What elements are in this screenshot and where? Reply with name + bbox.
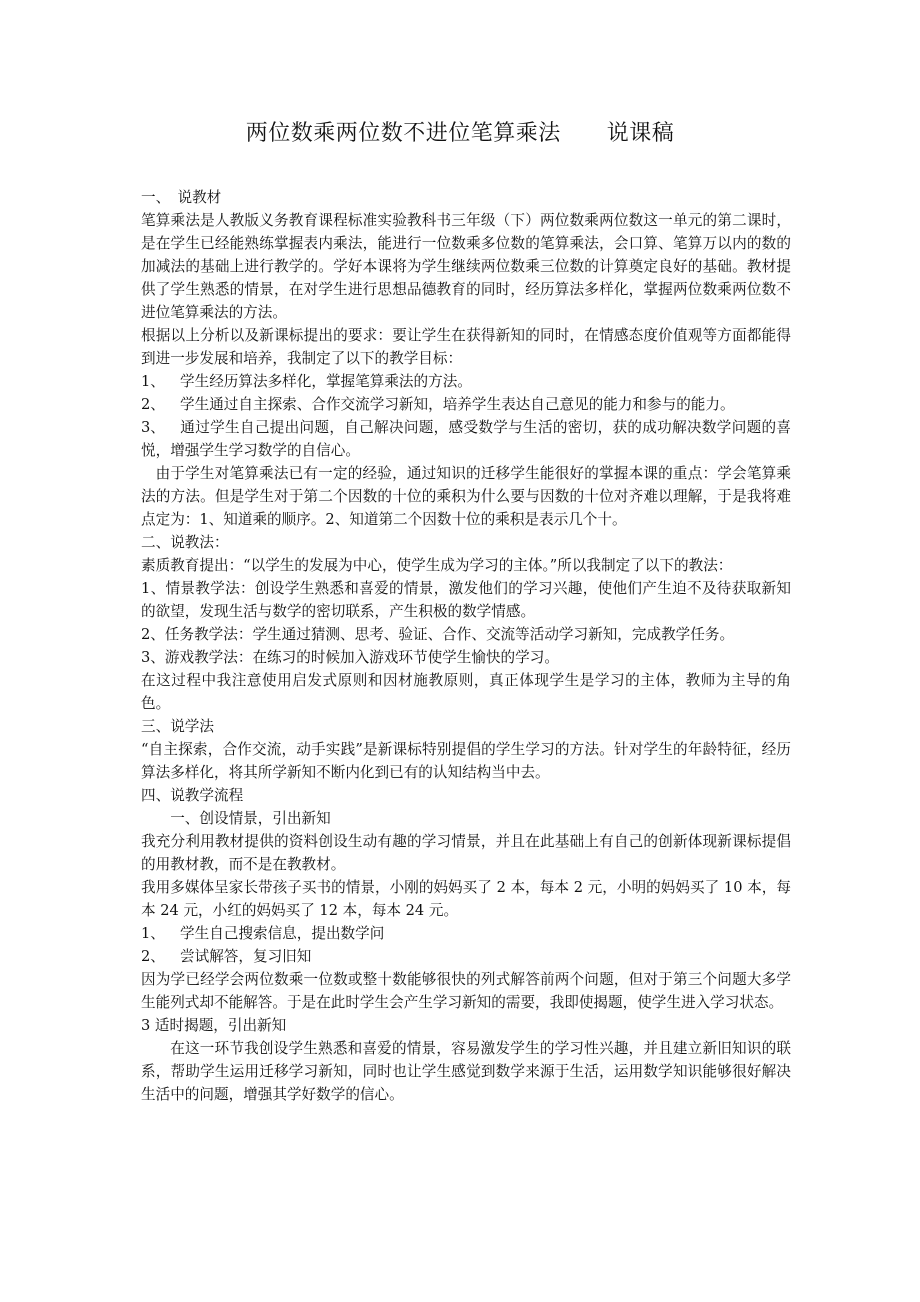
goal-number: 3、	[141, 419, 165, 436]
step-text: 尝试解答，复习旧知	[180, 948, 312, 965]
goal-item	[141, 393, 791, 416]
paragraph: 因为学已经学会两位数乘一位数或整十数能够很快的列式解答前两个问题，但对于第三个问题大多学生能列式却不能解答。于是在此时学生会产生学习新知的需要，我即使揭题，使学生进入学习状态。	[141, 971, 791, 1011]
goal-item	[141, 416, 791, 462]
goal-text: 学生通过自主探索、合作交流学习新知，培养学生表达自己意见的能力和参与的能力。	[180, 396, 735, 413]
title-main: 两位数乘两位数不进位笔算乘法	[245, 121, 561, 146]
step-number: 2、	[141, 948, 165, 965]
step-item	[141, 922, 791, 945]
paragraph: 在这一环节我创设学生熟悉和喜爱的情景，容易激发学生的学习性兴趣，并且建立新旧知识的联系，帮助学生运用迁移学习新知，同时也让学生感觉到数学来源于生活，运用数学知识能够很好解决生活中的问题，增强其学好数学的信心。	[141, 1040, 791, 1103]
method-item: 2、任务教学法：学生通过猜测、思考、验证、合作、交流等活动学习新知，完成教学任务。	[141, 626, 735, 643]
paragraph: 我充分利用教材提供的资料创设生动有趣的学习情景，并且在此基础上有自己的创新体现新课标提倡的用教材教，而不是在教教材。	[141, 833, 791, 873]
section-heading: 三、说学法	[141, 718, 214, 735]
section-heading: 四、说教学流程	[141, 787, 244, 804]
paragraph: 由于学生对笔算乘法已有一定的经验，通过知识的迁移学生能很好的掌握本课的重点：学会笔算乘法的方法。但是学生对于第二个因数的十位的乘积为什么要与因数的十位对齐难以理解，于是我将难点定为：1、知道乘的顺序。2、知道第二个因数十位的乘积是表示几个十。	[141, 465, 791, 528]
subsection-heading: 一、创设情景，引出新知	[170, 810, 331, 827]
paragraph: 我用多媒体呈家长带孩子买书的情景，小刚的妈妈买了 2 本，每本 2 元，小明的妈妈买了 10 本，每本 24 元，小红的妈妈买了 12 本，每本 24 元。	[141, 879, 791, 919]
goal-item	[141, 370, 791, 393]
paragraph: 根据以上分析以及新课标提出的要求：要让学生在获得新知的同时，在情感态度价值观等方面都能得到进一步发展和培养，我制定了以下的教学目标：	[141, 327, 791, 367]
goal-number: 2、	[141, 396, 165, 413]
step-item	[141, 945, 791, 968]
paragraph: 素质教育提出：“以学生的发展为中心，使学生成为学习的主体。”所以我制定了以下的教法：	[141, 557, 733, 574]
document-body	[141, 186, 791, 1106]
document-title	[0, 118, 920, 150]
method-item: 1、情景教学法：创设学生熟悉和喜爱的情景，激发他们的学习兴趣，使他们产生迫不及待获取新知的欲望，发现生活与数学的密切联系，产生积极的数学情感。	[141, 580, 791, 620]
step-number: 1、	[141, 925, 165, 942]
title-suffix: 说课稿	[606, 121, 675, 146]
section-heading: 一、 说教材	[141, 189, 222, 206]
paragraph: “自主探索，合作交流，动手实践”是新课标特别提倡的学生学习的方法。针对学生的年龄特征，经历算法多样化，将其所学新知不断内化到已有的认知结构当中去。	[141, 741, 791, 781]
section-heading: 二、说教法：	[141, 534, 229, 551]
subsection-heading: 3 适时揭题，引出新知	[141, 1017, 287, 1034]
method-item: 3、游戏教学法：在练习的时候加入游戏环节使学生愉快的学习。	[141, 649, 559, 666]
paragraph: 在这过程中我注意使用启发式原则和因材施教原则，真正体现学生是学习的主体，教师为主导的角色。	[141, 672, 791, 712]
goal-text: 通过学生自己提出问题，自己解决问题，感受数学与生活的密切，获的成功解决数学问题的喜悦，增强学生学习数学的自信心。	[141, 419, 791, 459]
goal-number: 1、	[141, 373, 165, 390]
step-text: 学生自己搜索信息，提出数学问	[180, 925, 385, 942]
goal-text: 学生经历算法多样化，掌握笔算乘法的方法。	[180, 373, 472, 390]
paragraph: 笔算乘法是人教版义务教育课程标准实验教科书三年级（下）两位数乘两位数这一单元的第二课时，是在学生已经能熟练掌握表内乘法，能进行一位数乘多位数的笔算乘法，会口算、笔算万以内的数的加减法的基础上进行教学的。学好本课将为学生继续两位数乘三位数的计算奠定良好的基础。教材提供了学生熟悉的情景，在对学生进行思想品德教育的同时，经历算法多样化，掌握两位数乘两位数不进位笔算乘法的方法。	[141, 212, 791, 321]
